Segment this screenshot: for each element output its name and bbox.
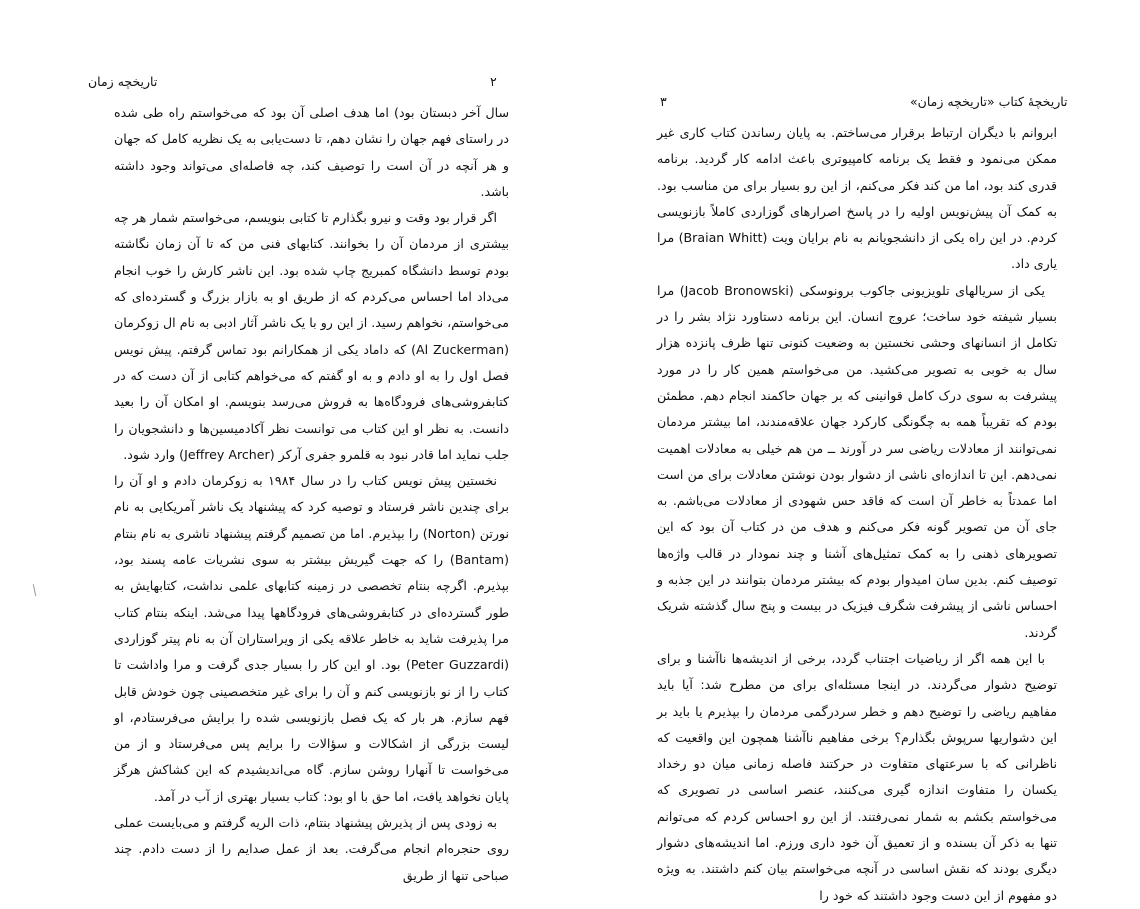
paragraph: نخستین پیش نویس کتاب را در سال ۱۹۸۴ به زوکرمان دادم و او آن را برای چندین ناشر فرستاد و توصیه کرد که پیشنهاد یک ناشر آمریکایی به نام نورتن (Norton) را بپذیرم. اما من تصمیم گرفتم پیشنهاد ناشری به نام بنتام (Bantam) را که جهت گیریش بیشتر به سوی نشریات عامه پسند بود، بپذیرم. اگرچه بنتام تخصصی در زمینه کتابهای علمی نداشت، کتابهایش به طور گسترده‌ای در کتابفروشی‌های فرودگاهها پیدا می‌شد. اینکه بنتام کتاب مرا پذیرفت شاید به خاطر علاقه یکی از ویراستاران آن به نام پیتر گوزاردی (Peter Guzzardi) بود. او این کار را بسیار جدی گرفت و مرا واداشت تا کتاب را از نو بازنویسی کنم و آن را برای غیر متخصصینی چون خودش قابل فهم سازم. هر بار که یک فصل بازنویسی شده را برایش می‌فرستادم، او لیست بزرگی از اشکالات و سؤالات را برایم پس می‌فرستاد و از من می‌خواست تا آنهارا روشن سازم. گاه می‌اندیشیدم که این کشاکش هرگز پایان نخواهد یافت، اما حق با او بود: کتاب بسیار بهتری از آب در آمد. bbox=[114, 473, 509, 804]
running-head-title: تاریخچهٔ کتاب «تاریخچه زمان» bbox=[910, 94, 1068, 109]
page-number: ۲ bbox=[490, 74, 497, 89]
left-page bbox=[0, 0, 560, 883]
paragraph: ابروانم با دیگران ارتباط برقرار می‌ساختم. به پایان رساندن کتاب کاری غیر ممکن می‌نمود و فقط یک برنامه کامپیوتری باعث ادامه کار گردید. برنامه قدری کند بود، اما من کند فکر می‌کنم، از این رو بسیار برای من مناسب بود. به کمک آن پیش‌نویس اولیه را در پاسخ اصرارهای گوزاردی کاملاً بازنویسی کردم. در این راه یکی از دانشجویانم به نام برایان ویت (Braian Whitt) مرا یاری داد. bbox=[657, 125, 1057, 272]
paragraph: با این همه اگر از ریاضیات اجتناب گردد، برخی از اندیشه‌ها ناآشنا و برای توضیح دشوار می‌گردند. در اینجا مسئله‌ای برای من مطرح شد: آیا باید مفاهیم ریاضی را توضیح دهم و خطر سردرگمی مردمان را بپذیرم یا باید بر این دشواریها سرپوش بگذارم؟ برخی مفاهیم ناآشنا همچون این واقعیت که ناظرانی که با سرعتهای متفاوت در حرکتند فاصله زمانی میان دو رخداد یکسان را متفاوت اندازه گیری می‌کنند، عنصر اساسی در تصویری که می‌خواستم بکشم به شمار نمی‌رفتند. از این رو احساس کردم که می‌توانم تنها به ذکر آن بسنده و از تعمیق آن خود داری ورزم. اما اندیشه‌های دشوار دیگری بودند که نقش اساسی در آنچه می‌خواستم بیان کنم داشتند. به ویژه دو مفهوم از این دست وجود داشتند که خود را bbox=[657, 650, 1057, 903]
paragraph: به زودی پس از پذیرش پیشنهاد بنتام، ذات الریه گرفتم و می‌بایست عملی روی حنجره‌ام انجام می‌گرفت. بعد از عمل صدایم را از دست دادم. چند صباحی تنها از طریق bbox=[114, 815, 509, 883]
paragraph: یکی از سریالهای تلویزیونی جاکوب برونوسکی (Jacob Bronowski) مرا بسیار شیفته خود ساخت؛ عروج انسان. این برنامه دستاورد نژاد بشر را در تکامل از انسانهای وحشی نخستین به وضعیت کنونی تنها ظرف پانزده هزار سال به خوبی به تصویر می‌کشید. من می‌خواستم همین کار را در مورد پیشرفت به سوی درک کامل قوانینی که بر جهان حاکمند انجام دهم. مطمئن بودم که تقریباً همه به چگونگی کارکرد جهان علاقه‌مندند، اما بیشتر مردمان نمی‌توانند از معادلات ریاضی سر در آورند ــ من هم خیلی به معادلات اهمیت نمی‌دهم. این تا اندازه‌ای ناشی از دشوار بودن نوشتن معادلات برای من است اما عمدتاً به خاطر آن است که فاقد حس شهودی از معادلات می‌باشم. به جای آن من تصویر گونه فکر می‌کنم و هدف من در کتاب آن بود که این تصویرهای ذهنی را به کمک تمثیل‌های آشنا و چند نمودار در قالب واژه‌ها توصیف کنم. بدین سان امیدوار بودم که بیشتر مردمان بتوانند در این جذبه و احساس ناشی از پیشرفت شگرف فیزیک در بیست و پنج سال گذشته شریک گردند. bbox=[657, 282, 1057, 640]
body-text bbox=[657, 120, 1057, 909]
running-head-title: تاریخچه زمان bbox=[88, 74, 158, 89]
paragraph: سال آخر دبستان بود) اما هدف اصلی آن بود که می‌خواستم راه طی شده در راستای فهم جهان را نشان دهم، تا دست‌یابی به یک نظریه کامل که جهان و هر آنچه در آن است را توصیف کند، چه فاصله‌ای می‌تواند وجود داشته باشد. bbox=[114, 105, 509, 199]
page-number: ۳ bbox=[660, 94, 667, 109]
right-page bbox=[580, 0, 1140, 903]
paragraph: اگر قرار بود وقت و نیرو بگذارم تا کتابی بنویسم، می‌خواستم شمار هر چه بیشتری از مردمان آن را بخوانند. کتابهای فنی من که تا آن زمان نگاشته بودم توسط دانشگاه کمبریج چاپ شده بود. این ناشر کارش را خوب انجام می‌داد اما احساس می‌کردم که از طریق او به بازار بزرگ و گسترده‌ای که می‌خواستم، نخواهم رسید. از این رو با یک ناشر آثار ادبی به نام ال زوکرمان (Al Zuckerman) که داماد یکی از همکارانم بود تماس گرفتم. پیش نویس فصل اول را به او دادم و به او گفتم که می‌خواهم کتابی از آن دست که در کتابفروشی‌های فرودگاه‌ها به فروش می‌رسد بنویسم. او امکان آن را بعید دانست. به نظر او این کتاب می توانست نظر آکادمیسین‌ها و دانشجویان را جلب نماید اما قادر نبود به قلمرو جفری آرکر (Jeffrey Archer) وارد شود. bbox=[114, 210, 509, 462]
body-text bbox=[114, 100, 509, 889]
